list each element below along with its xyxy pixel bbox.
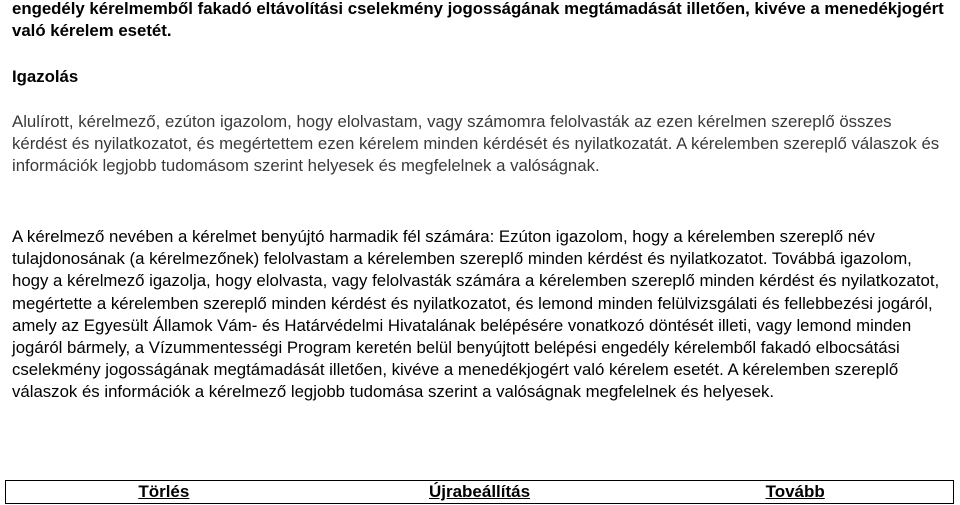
declaration-paragraph: Alulírott, kérelmező, ezúton igazolom, hogy elolvastam, vagy számomra felolvasták az ezen kérelmen szereplő összes kérdést és nyilatkozatot, és megértettem ezen kérelem minden kérdését és nyilatkozatát. A kérelemben szereplő válaszok és információk legjobb tudomásom szerint helyesek és megfelelnek a valóságnak. — [12, 112, 940, 176]
third-party-paragraph: A kérelmező nevében a kérelmet benyújtó harmadik fél számára: Ezúton igazolom, hogy a kérelemben szereplő név tulajdonosának (a kérelmezőnek) felolvastam a kérelemben szereplő minden kérdést és nyilatkozatot. Továbbá igazolom, hogy a kérelmező igazolja, hogy elolvasta, vagy felolvasták számára a kérelemben szereplő minden kérdést és nyilatkozatot, megértette a kérelemben szereplő minden kérdést és nyilatkozatot, és lemond minden felülvizsgálati és fellebbezési jogáról, amely az Egyesült Államok Vám- és Határvédelmi Hivatalának belépésére vonatkozó döntését illeti, vagy lemond minden jogáról bármely, a Vízummentességi Program keretén belül benyújtott belépési engedély kérelemből fakadó elbocsátási cselekmény jogosságának megtámadását illetően, kivéve a menedékjogért való kérelem esetét. A kérelemben szereplő válaszok és információk a kérelmező legjobb tudomása szerint a valóságnak megfelelnek és helyesek. — [12, 227, 940, 402]
next-button[interactable]: Tovább — [637, 481, 953, 503]
delete-button[interactable]: Törlés — [6, 481, 322, 503]
button-bar — [5, 480, 954, 504]
intro-paragraph: engedély kérelmemből fakadó eltávolítási cselekmény jogosságának megtámadását illetően, kivéve a menedékjogért való kérelem esetét. — [12, 0, 944, 41]
reset-button[interactable]: Újrabeállítás — [322, 481, 638, 503]
section-heading: Igazolás — [12, 67, 79, 86]
